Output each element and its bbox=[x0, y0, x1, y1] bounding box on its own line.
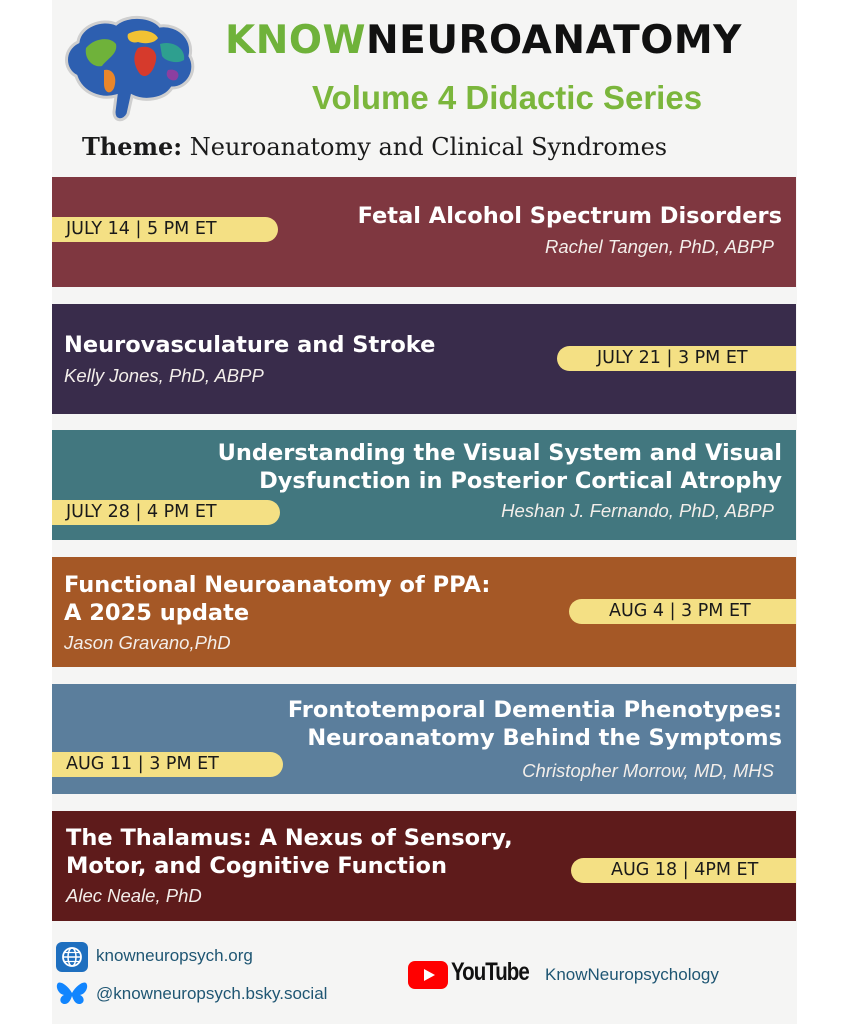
theme-line bbox=[82, 130, 782, 164]
session-title: Frontotemporal Dementia Phenotypes: bbox=[287, 697, 782, 723]
youtube-wordmark: YouTube bbox=[451, 958, 529, 986]
youtube-play-icon bbox=[408, 961, 448, 989]
session-title-line2: A 2025 update bbox=[64, 600, 250, 626]
session-date: JULY 21 | 3 PM ET bbox=[557, 346, 796, 371]
session-speaker: Christopher Morrow, MD, MHS bbox=[522, 760, 774, 781]
session-card bbox=[52, 177, 796, 287]
session-title: The Thalamus: A Nexus of Sensory, bbox=[66, 825, 513, 851]
brand-title bbox=[225, 16, 800, 66]
brand-neuroanatomy: NEUROANATOMY bbox=[366, 18, 742, 63]
session-date: AUG 4 | 3 PM ET bbox=[569, 599, 796, 624]
session-date: JULY 14 | 5 PM ET bbox=[52, 217, 278, 242]
session-title: Neurovasculature and Stroke bbox=[64, 332, 436, 358]
theme-text: Neuroanatomy and Clinical Syndromes bbox=[189, 133, 668, 161]
session-speaker: Alec Neale, PhD bbox=[66, 885, 202, 906]
session-title: Functional Neuroanatomy of PPA: bbox=[64, 572, 491, 598]
bluesky-link[interactable]: @knowneuropsych.bsky.social bbox=[96, 984, 328, 1003]
session-date: AUG 18 | 4PM ET bbox=[571, 858, 796, 883]
youtube-channel-link[interactable]: KnowNeuropsychology bbox=[545, 965, 719, 984]
session-speaker: Kelly Jones, PhD, ABPP bbox=[64, 365, 264, 386]
session-speaker: Heshan J. Fernando, PhD, ABPP bbox=[501, 500, 774, 521]
session-card bbox=[52, 811, 796, 921]
session-card bbox=[52, 557, 796, 667]
globe-icon bbox=[56, 942, 88, 972]
session-card bbox=[52, 304, 796, 414]
session-title: Understanding the Visual System and Visual bbox=[217, 440, 782, 466]
bluesky-butterfly-icon bbox=[56, 980, 88, 1008]
session-date: JULY 28 | 4 PM ET bbox=[52, 500, 280, 525]
session-card bbox=[52, 430, 796, 540]
session-title: Fetal Alcohol Spectrum Disorders bbox=[357, 203, 782, 229]
volume-subtitle: Volume 4 Didactic Series bbox=[312, 79, 703, 116]
session-date: AUG 11 | 3 PM ET bbox=[52, 752, 283, 777]
brand-know: KNOW bbox=[225, 18, 367, 63]
theme-label: Theme: bbox=[82, 132, 183, 161]
session-title-line2: Neuroanatomy Behind the Symptoms bbox=[307, 725, 782, 751]
session-title-line2: Dysfunction in Posterior Cortical Atrophy bbox=[259, 468, 782, 494]
session-speaker: Rachel Tangen, PhD, ABPP bbox=[545, 236, 774, 257]
brain-globe-logo bbox=[58, 14, 198, 126]
session-title-line2: Motor, and Cognitive Function bbox=[66, 853, 447, 879]
website-link[interactable]: knowneuropsych.org bbox=[96, 946, 253, 965]
session-card bbox=[52, 684, 796, 794]
session-speaker: Jason Gravano,PhD bbox=[64, 632, 231, 653]
